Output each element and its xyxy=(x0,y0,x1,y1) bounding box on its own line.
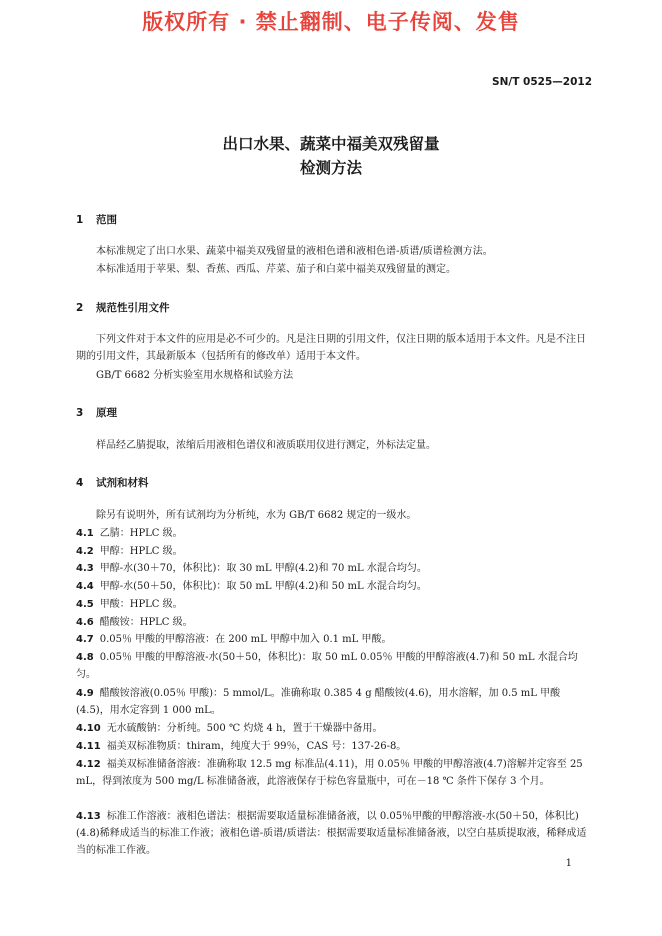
item-number: 4.9 xyxy=(76,688,94,699)
item-number: 4.8 xyxy=(76,652,94,663)
item-number: 4.11 xyxy=(76,741,101,752)
list-item xyxy=(76,614,592,631)
document-title: 出口水果、蔬菜中福美双残留量 xyxy=(222,135,440,153)
list-item xyxy=(76,649,592,683)
section-number: 2 xyxy=(76,302,84,314)
section-heading-reagents xyxy=(76,475,149,490)
watermark-banner: 版权所有 · 禁止翻制、电子传阅、发售 xyxy=(142,10,520,34)
section-title: 规范性引用文件 xyxy=(96,302,170,314)
paragraph-principle: 样品经乙腈提取，浓缩后用液相色谱仪和液质联用仪进行测定，外标法定量。 xyxy=(96,440,436,451)
item-text: 甲醇-水(30＋70，体积比)：取 30 mL 甲醇(4.2)和 70 mL 水混合均匀。 xyxy=(99,563,427,574)
item-text: 标准工作溶液：液相色谱法：根据需要取适量标准储备液，以 0.05％甲酸的甲醇溶液-水(50＋50，体积比)(4.8)稀释成适当的标准工作液；液相色谱-质谱/质谱法：根据需要取适量标准储备液，以空白基质提取液，稀释成适当的标准工作液。 xyxy=(76,811,587,856)
list-item xyxy=(76,685,592,719)
list-item xyxy=(76,596,592,613)
item-text: 甲酸：HPLC 级。 xyxy=(99,599,183,610)
list-item xyxy=(76,525,592,542)
item-text: 醋酸铵：HPLC 级。 xyxy=(99,617,193,628)
page-number: 1 xyxy=(565,858,572,869)
section-heading-principle xyxy=(76,405,117,420)
list-item xyxy=(76,738,592,755)
item-text: 甲醇：HPLC 级。 xyxy=(99,546,183,557)
item-text: 福美双标准物质：thiram，纯度大于 99％，CAS 号：137-26-8。 xyxy=(106,741,407,752)
item-number: 4.7 xyxy=(76,634,94,645)
paragraph-scope-2: 本标准适用于苹果、梨、香蕉、西瓜、芹菜、茄子和白菜中福美双残留量的测定。 xyxy=(96,264,456,275)
list-item xyxy=(76,631,592,648)
list-item xyxy=(76,543,592,560)
item-text: 乙腈：HPLC 级。 xyxy=(99,528,183,539)
document-subtitle: 检测方法 xyxy=(299,159,362,177)
section-heading-scope xyxy=(76,212,117,227)
paragraph-scope-1: 本标准规定了出口水果、蔬菜中福美双残留量的液相色谱和液相色谱-质谱/质谱检测方法。 xyxy=(96,246,493,257)
item-number: 4.2 xyxy=(76,546,94,557)
paragraph-references-1: 下列文件对于本文件的应用是必不可少的。凡是注日期的引用文件，仅注日期的版本适用于本文件。凡是不注日期的引用文件，其最新版本（包括所有的修改单）适用于本文件。 xyxy=(76,334,586,362)
section-number: 4 xyxy=(76,477,84,489)
list-item xyxy=(76,560,592,577)
item-number: 4.1 xyxy=(76,528,94,539)
item-number: 4.10 xyxy=(76,723,101,734)
section-heading-references xyxy=(76,300,170,315)
section-title: 范围 xyxy=(96,214,117,226)
item-number: 4.3 xyxy=(76,563,94,574)
item-number: 4.6 xyxy=(76,617,94,628)
item-text: 无水硫酸钠：分析纯。500 ℃ 灼烧 4 h，置于干燥器中备用。 xyxy=(106,723,383,734)
list-item xyxy=(76,720,592,737)
item-number: 4.4 xyxy=(76,581,94,592)
section-number: 1 xyxy=(76,214,84,226)
paragraph-reagents-intro: 除另有说明外，所有试剂均为分析纯，水为 GB/T 6682 规定的一级水。 xyxy=(96,510,417,521)
item-number: 4.12 xyxy=(76,759,101,770)
item-number: 4.13 xyxy=(76,811,101,822)
section-number: 3 xyxy=(76,407,84,419)
list-item xyxy=(76,578,592,595)
list-item xyxy=(76,756,592,790)
standard-number: SN/T 0525—2012 xyxy=(492,76,592,88)
item-text: 0.05％ 甲酸的甲醇溶液：在 200 mL 甲醇中加入 0.1 mL 甲酸。 xyxy=(99,634,392,645)
item-text: 醋酸铵溶液(0.05％ 甲酸)：5 mmol/L。准确称取 0.385 4 g 醋酸铵(4.6)，用水溶解，加 0.5 mL 甲酸(4.5)，用水定容到 1 000 mL。 xyxy=(76,688,561,716)
item-text: 甲醇-水(50＋50，体积比)：取 50 mL 甲醇(4.2)和 50 mL 水混合均匀。 xyxy=(99,581,427,592)
item-number: 4.5 xyxy=(76,599,94,610)
item-text: 0.05％ 甲酸的甲醇溶液-水(50＋50，体积比)：取 50 mL 0.05％ 甲酸的甲醇溶液(4.7)和 50 mL 水混合均匀。 xyxy=(76,652,578,680)
item-text: 福美双标准储备溶液：准确称取 12.5 mg 标准品(4.11)，用 0.05％ 甲酸的甲醇溶液(4.7)溶解并定容至 25 mL，得到浓度为 500 mg/L 标准储备液，此溶液保存于棕色容量瓶中，可在－18 ℃ 条件下保存 3 个月。 xyxy=(76,759,583,787)
paragraph-references-2: GB/T 6682 分析实验室用水规格和试验方法 xyxy=(96,370,294,381)
list-item xyxy=(76,808,592,859)
section-title: 试剂和材料 xyxy=(96,477,149,489)
section-title: 原理 xyxy=(96,407,117,419)
